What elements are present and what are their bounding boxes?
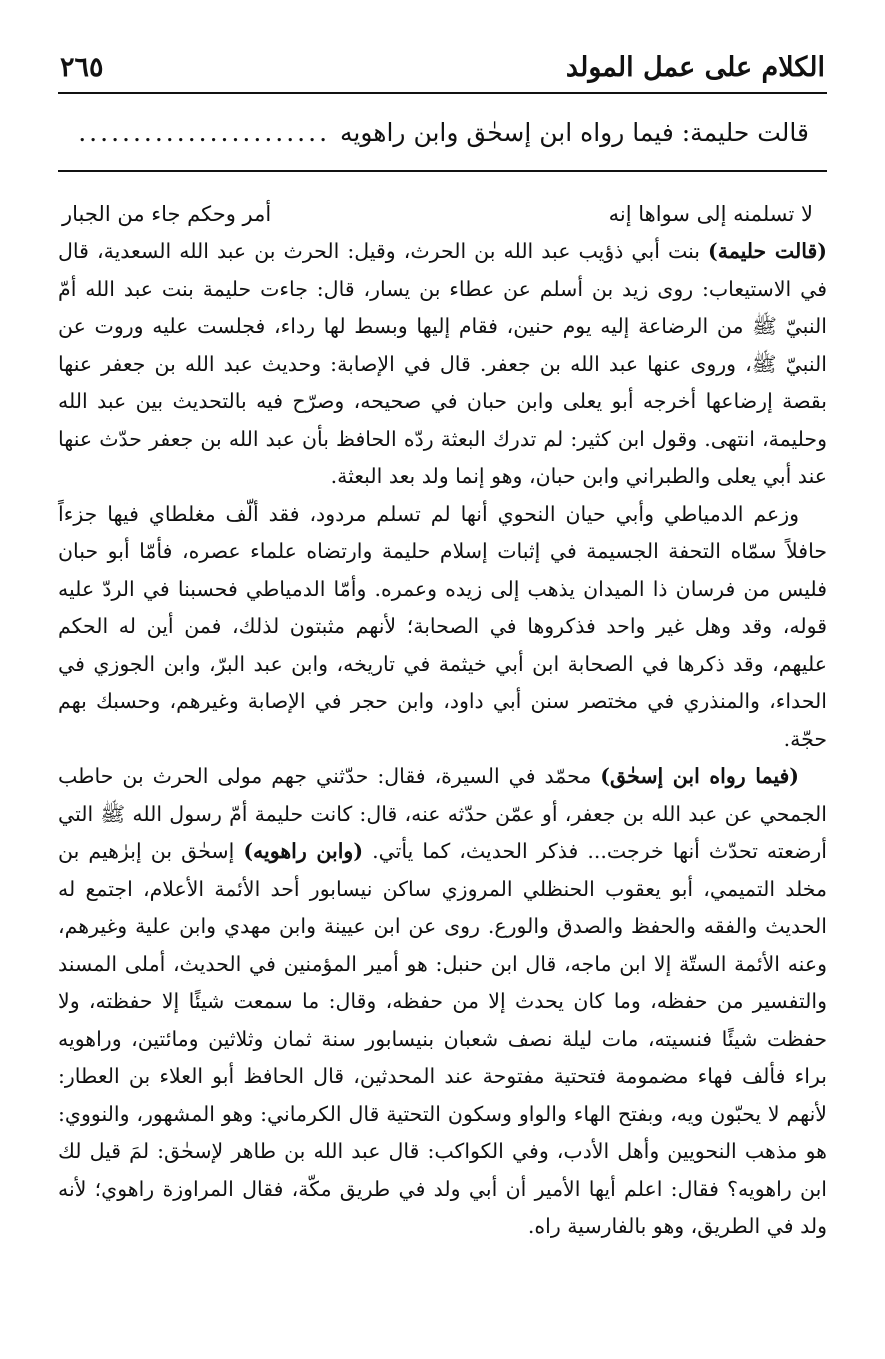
running-title: الكلام على عمل المولد: [565, 52, 825, 83]
poem-line-text: قالت حليمة: فيما رواه ابن إسحٰق وابن راهويه: [340, 117, 809, 147]
paragraph-dimyati: [58, 496, 827, 759]
paragraph-ibn-ishaq: [58, 758, 827, 1246]
page-number: ٢٦٥: [60, 52, 104, 83]
lemma-halima: (قالت حليمة): [708, 239, 828, 263]
paragraph-ibn-rahawayh-text: إسحٰق بن إبرٰهيم بن مخلد التميمي، أبو يعقوب الحنظلي المروزي ساكن نيسابور أحد الأئمة الأعلام، اجتمع له الحديث والفقه والحفظ والصدق والورع. روى عن ابن عيينة وابن مهدي وابن علية وغيرهم، وعنه الأئمة الستّة إلا ابن ماجه، قال ابن حنبل: هو أمير المؤمنين في الحديث، أملى المسند والتفسير من حفظه، وما كان يحدث إلا من حفظه، وقال: ما سمعت شيئًا إلا حفظته، ولا حفظت شيئًا فنسيته، مات ليلة نصف شعبان بنيسابور سنة ثمان وثلاثين ومائتين، وراهويه براء فألف فهاء مضمومة فتحتية مفتوحة عند المحدثين، قال الحافظ أبو العلاء بن العطار: لأنهم لا يحبّون ويه، وبفتح الهاء والواو وسكون التحتية قال الكرماني: وهو المشهور، والنووي: هو مذهب النحويين وأهل الأدب، وفي الكواكب: قال عبد الله بن طاهر لإسحٰق: لمَ قيل لك ابن راهويه؟ فقال: اعلم أيها الأمير أن أبي ولد في طريق مكّة، فقال المراوزة راهوي؛ لأنه ولد في الطريق، وهو بالفارسية راه.: [58, 839, 827, 1238]
verse-hemistich-1: لا تسلمنه إلى سواها إنه: [608, 202, 813, 226]
paragraph-ibn-ishaq-text: محمّد في السيرة، فقال: حدّثني جهم مولى الحرث بن حاطب الجمحي عن عبد الله بن جعفر، أو عمّن حدّثه عنه، قال: كانت حليمة أمّ رسول الله ﷺ التي أرضعته تحدّث أنها خرجت... فذكر الحديث، كما يأتي.: [58, 764, 828, 863]
poem-line-box: [58, 94, 827, 172]
paragraph-halima-text: بنت أبي ذؤيب عبد الله بن الحرث، وقيل: الحرث بن عبد الله السعدية، قال في الاستيعاب: روى زيد بن أسلم عن عطاء بن يسار، قال: جاءت حليمة بنت عبد الله أمّ النبيّ ﷺ من الرضاعة إليه يوم حنين، فقام إليها وبسط لها رداء، فجلست عليه وروت عن النبيّ ﷺ، وروى عنها عبد الله بن جعفر. قال في الإصابة: وحديث عبد الله بن جعفر عنها بقصة إرضاعها أخرجه أبو يعلى وابن حبان في صحيحه، وصرّح فيه بالتحديث بين عبد الله وحليمة، انتهى. وقول ابن كثير: لم تدرك البعثة ردّه الحافظ بأن عبد الله بن جعفر حدّث عنها عند أبي يعلى والطبراني وابن حبان، وهو إنما ولد بعد البعثة.: [58, 239, 827, 488]
verse-hemistich-2: أمر وحكم جاء من الجبار: [62, 202, 272, 226]
commentary-body: [58, 196, 827, 1246]
lemma-ibn-rahawayh: (وابن راهويه): [243, 839, 364, 863]
page-header: [58, 48, 827, 94]
paragraph-dimyati-text: وزعم الدمياطي وأبي حيان النحوي أنها لم تسلم مردود، فقد ألّف مغلطاي فيها جزءاً حافلاً سمّاه التحفة الجسيمة في إثبات إسلام حليمة وارتضاه علماء عصره، فأمّا أبو حبان فليس من فرسان ذا الميدان يذهب إلى زيده وعمره. وأمّا الدمياطي فحسبنا في الردّ عليه قوله، وقد وهل غير واحد فذكروها في الصحابة؛ لأنهم مثبتون لذلك، فمن أين له الحكم عليهم، وقد ذكرها في الصحابة ابن أبي خيثمة في تاريخه، وابن عبد البرّ، وابن الجوزي في الحداء، والمنذري في مختصر سنن أبي داود، وابن حجر في الإصابة وغيرهم، وحسبك بهم حجّة.: [58, 501, 827, 751]
lemma-ibn-ishaq: (فيما رواه ابن إسحٰق): [600, 764, 800, 788]
poem-line-dots: .......................: [78, 117, 331, 147]
verse-line: [58, 196, 827, 233]
paragraph-halima: [58, 233, 827, 496]
